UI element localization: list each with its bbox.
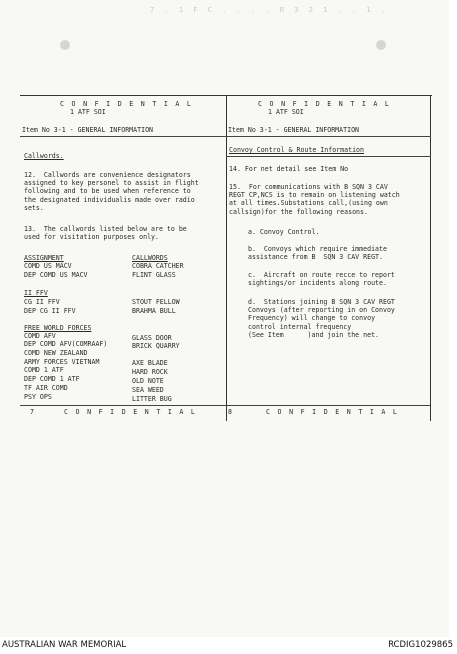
item-c: c. Aircraft on route recce to report sightings/or incidents along route. — [248, 271, 395, 288]
assignment-cell: TF AIR COMD — [24, 384, 68, 392]
paragraph-12: 12. Callwords are convenience designators assigned to key personel to assist in flight following and to be used when reference to the designated individualis made over radio sets. — [24, 171, 199, 212]
assignment-cell: COMD 1 ATF — [24, 366, 64, 374]
callword-cell: LITTER BUG — [132, 395, 172, 403]
right-border — [430, 95, 431, 421]
footer-rule — [20, 405, 226, 406]
page-number: 8 — [228, 408, 232, 416]
item-d: d. Stations joining B SQN 3 CAV REGT Convoys (after reporting in on Convoy Frequency) will change to convoy control internal frequency (See Item )and join the net. — [248, 298, 395, 339]
callword-cell: SEA WEED — [132, 386, 164, 394]
group-heading: FREE WORLD FORCES — [24, 324, 92, 332]
column-header-callwords: CALLWORDS — [132, 254, 168, 262]
callword-cell: COBRA CATCHER — [132, 262, 184, 270]
paragraph-15: 15. For communications with B SQN 3 CAV REGT CP,NCS is to remain on listening watch at all times.Substations call,(using own callsign)for the following reasons. — [229, 183, 400, 216]
page-number: 7 — [30, 408, 34, 416]
item-b: b. Convoys which require immediate assistance from B SQN 3 CAV REGT. — [248, 245, 387, 262]
faded-header-text: 7 . 1 F C . . . . R 3 2 1 . . 1 . — [150, 6, 389, 14]
unit-title: 1 ATF SOI — [268, 108, 304, 116]
classification-footer: C O N F I D E N T I A L — [64, 408, 197, 416]
callword-cell: STOUT FELLOW — [132, 298, 180, 306]
callword-cell: BRAHMA BULL — [132, 307, 176, 315]
item-rule — [226, 136, 431, 137]
assignment-cell: DEP COMD 1 ATF — [24, 375, 80, 383]
unit-title: 1 ATF SOI — [70, 108, 106, 116]
footer-rule — [226, 405, 431, 406]
paragraph-13: 13. The callwords listed below are to be used for visitation purposes only. — [24, 225, 187, 242]
callword-cell: GLASS DOOR — [132, 334, 172, 342]
archive-institution: AUSTRALIAN WAR MEMORIAL — [2, 640, 127, 650]
classification-header: C O N F I D E N T I A L — [60, 100, 193, 108]
callword-cell: HARD ROCK — [132, 368, 168, 376]
section-heading: Callwords. — [24, 152, 64, 160]
punch-hole — [376, 40, 386, 50]
punch-hole — [60, 40, 70, 50]
item-a: a. Convoy Control. — [248, 228, 320, 236]
callword-cell: AXE BLADE — [132, 359, 168, 367]
item-line: Item No 3-1 - GENERAL INFORMATION — [228, 126, 360, 134]
center-divider — [226, 95, 227, 421]
assignment-cell: DEP COMD US MACV — [24, 271, 88, 279]
item-line: Item No 3-1 - GENERAL INFORMATION — [22, 126, 154, 134]
section-rule — [226, 156, 431, 157]
classification-footer: C O N F I D E N T I A L — [266, 408, 399, 416]
soi-sheet — [20, 95, 432, 421]
assignment-cell: DEP COMD AFV(COMRAAF) — [24, 340, 108, 348]
section-heading: Convoy Control & Route Information — [229, 146, 364, 154]
callword-cell: BRICK QUARRY — [132, 342, 180, 350]
paragraph-14: 14. For net detail see Item No — [229, 165, 349, 173]
callword-cell: FLINT GLASS — [132, 271, 176, 279]
archive-reference: RCDIG1029865 — [388, 640, 453, 650]
column-header-assignment: ASSIGNMENT — [24, 254, 64, 262]
assignment-cell: COMD US MACV — [24, 262, 72, 270]
group-heading: II FFV — [24, 289, 48, 297]
assignment-cell: COMD NEW ZEALAND — [24, 349, 88, 357]
assignment-cell: ARMY FORCES VIETNAM — [24, 358, 100, 366]
assignment-cell: COMD AFV — [24, 332, 56, 340]
item-rule — [20, 136, 226, 137]
callword-cell: OLD NOTE — [132, 377, 164, 385]
assignment-cell: DEP CG II FFV — [24, 307, 76, 315]
assignment-cell: PSY OPS — [24, 393, 52, 401]
assignment-cell: CG II FFV — [24, 298, 60, 306]
classification-header: C O N F I D E N T I A L — [258, 100, 391, 108]
